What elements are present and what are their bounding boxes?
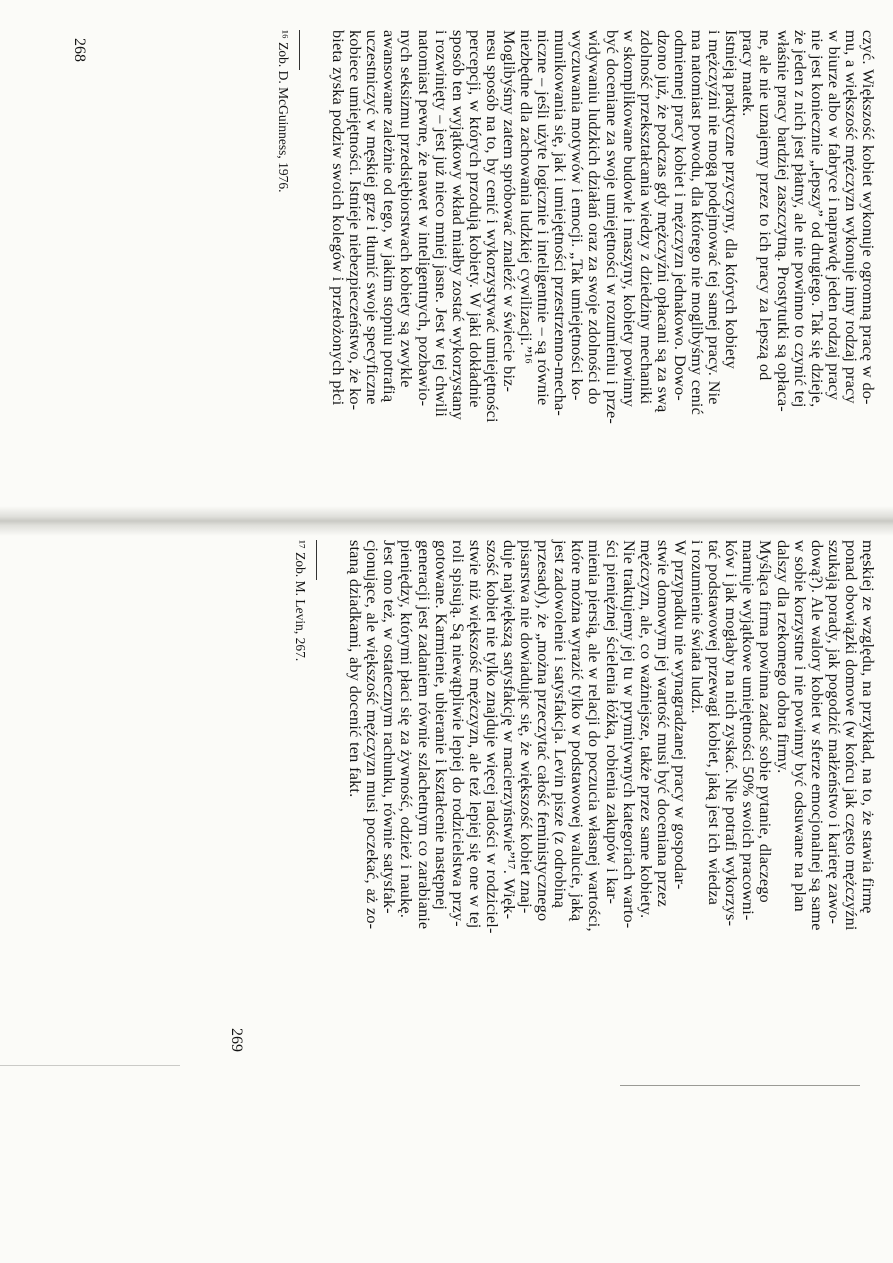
footnote: ¹⁷ Zob. M. Levin, 267.	[293, 540, 309, 662]
page-number: 268	[71, 38, 88, 62]
footnote: ¹⁶ Zob. D. McGuinness, 1976.	[276, 30, 291, 193]
page-edge-line	[620, 1085, 860, 1086]
page-edge-line	[0, 1065, 180, 1066]
footnote-rule	[316, 540, 317, 580]
page-body-text: męskiej ze względu, na przykład, na to, że stawia firmę ponad obowiązki domowe (w końcu jak często mężczyźni szukają porady, jak pogodzić małżeństwo i karierę zawo- dową?). Ale walory kobiet w sferze emocjonalnej są same w sobie korzystne i nie powinny być odsuwane na plan dalszy dla rzekomego dobra firmy. Myśląca firma powinna zadać sobie pytanie, dlaczego marnuje wyjątkowe umiejętności 50% swoich pracowni- ków i jak mogłaby na nich zyskać. Nie potrafi wykorzys- tać podstawowej przewagi kobiet, jaką jest ich wiedza i rozumienie świata ludzi. W przypadku nie wynagradzanej pracy w gospodar- stwie domowym jej wartość musi być doceniana przez mężczyzn, ale, co ważniejsze, także przez same kobiety. Nie traktujemy jej tu w prymitywnych kategoriach warto- ści pieniężnej ścielenia łóżka, robienia zakupów i kar- mienia piersią, ale w relacji do poczucia własnej wartości, które można wyrazić tylko w podstawowej walucie, jaką jest zadowolenie i satysfakcja. Levin pisze (z odrobiną przesady), że „można przeczytać całość feministycznego pisarstwa nie dowiadując się, że większość kobiet znaj- duje największą satysfakcję w macierzyństwie”¹⁷. Więk- szość kobiet nie tylko znajduje więcej radości w rodziciel- stwie niż większość mężczyzn, ale też lepiej się one w tej roli spisują. Są niewątpliwie lepiej do rodzicielstwa przy- gotowane. Karmienie, ubieranie i kształcenie następnej generacji jest zadaniem równie szlachetnym co zarabianie pieniędzy, którymi płaci się za żywność, odzież i naukę. Jest ono też, w ostatecznym rachunku, równie satysfak- cjonujące, ale większość mężczyzn musi poczekać, aż zo- staną dziadkami, aby docenić ten fakt.	[346, 540, 878, 934]
page-number: 269	[228, 1028, 245, 1052]
page-body-text: czyć. Większość kobiet wykonuje ogromną pracę w do- mu, a większość mężczyzn wykonuje inny rodzaj pracy w biurze albo w fabryce i naprawdę jeden rodzaj pracy nie jest koniecznie „lepszy” od drugiego. Tak się dzieje, że jeden z nich jest płatny, ale nie powinno to czynić tej właśnie pracy bardziej zaszczytną. Prostytutki są opłaca- ne, ale nie uznajemy przez to ich pracy za lepszą od pracy matek. Istnieją praktyczne przyczyny, dla których kobiety i mężczyźni nie mogą podejmować tej samej pracy. Nie ma natomiast powodu, dla którego nie moglibyśmy cenić odmiennej pracy kobiet i mężczyzn jednakowo. Dowo- dzono już, że podczas gdy mężczyźni opłacani są za swą zdolność przekształcania wiedzy z dziedziny mechaniki w skomplikowane budowle i maszyny, kobiety powinny być doceniane za swoje umiejętności w rozumieniu i prze- widywaniu ludzkich działań oraz za swoje zdolności do wyczuwania motywów i emocji. „Tak umiejętności ko- munikowania się, jak i umiejętności przestrzenno-mecha- niczne – jeśli użyte logicznie i inteligentnie – są równie niezbędne dla zachowania ludzkiej cywilizacji.”¹⁶ Moglibyśmy zatem spróbować znaleźć w świecie biz- nesu sposób na to, by cenić i wykorzystywać umiejętności percepcji, w których przodują kobiety. W jaki dokładnie sposób ten wyjątkowy wkład miałby zostać wykorzystany i rozwinięty – jest już nieco mniej jasne. Jest w tej chwili natomiast pewne, że nawet w inteligentnych, pozbawio- nych seksizmu przedsiębiorstwach kobiety są zwykle awansowane zależnie od tego, w jakim stopniu potrafią uczestniczyć w męskiej grze i tłumić swoje specyficzne kobiece umiejętności. Istnieje niebezpieczeństwo, że ko- bieta zyska podziw swoich kolegów i przełożonych płci	[329, 30, 878, 424]
footnote-rule	[299, 30, 300, 70]
right-page	[57, 540, 877, 1000]
book-gutter	[0, 506, 893, 536]
left-page	[57, 30, 877, 490]
